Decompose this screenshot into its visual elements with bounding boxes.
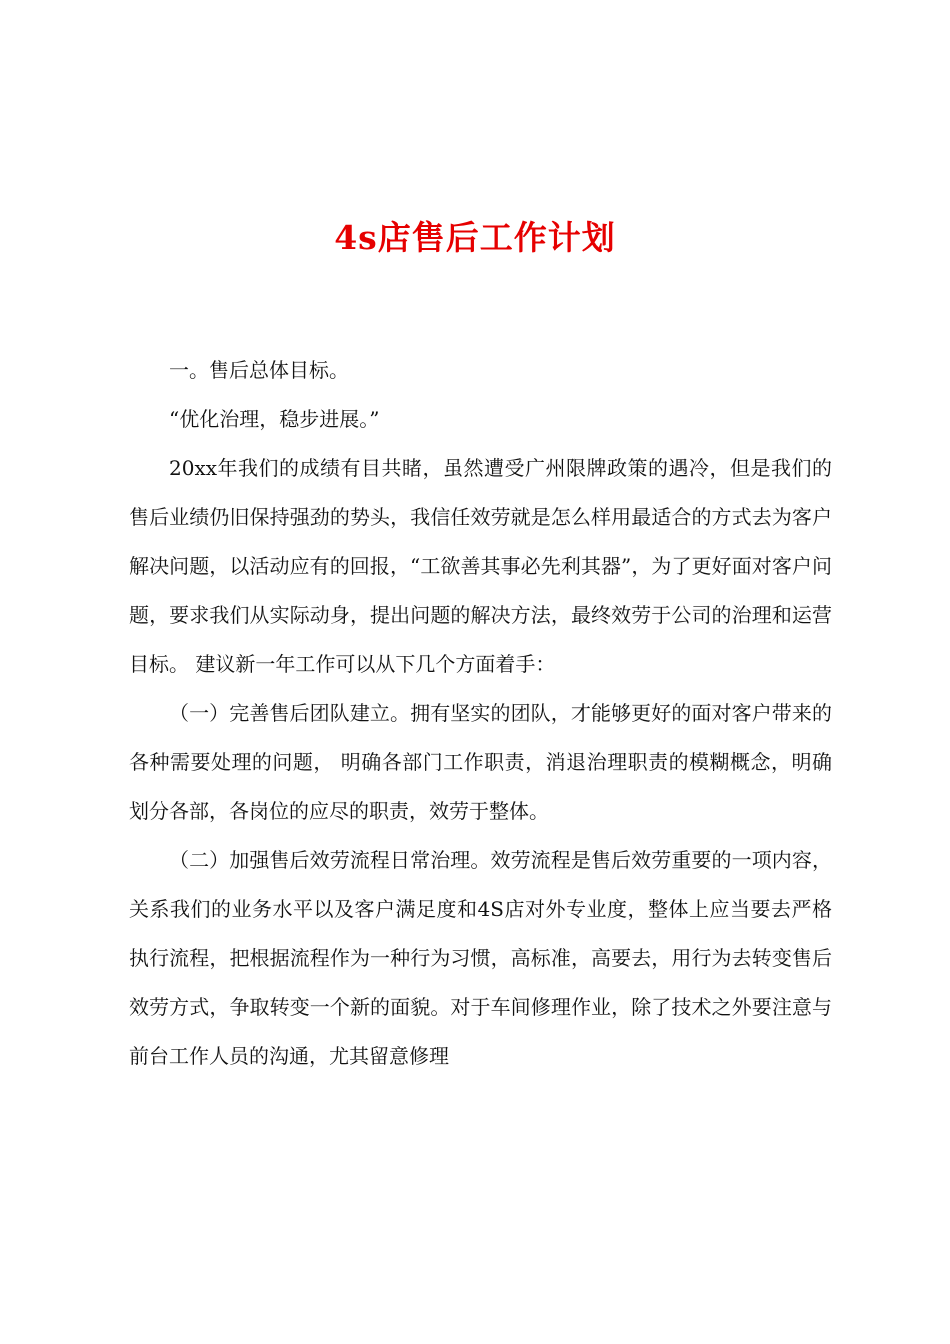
paragraph-goal-heading: 一。售后总体目标。 (169, 358, 349, 382)
document-body (129, 346, 832, 1081)
document-title: 4s店售后工作计划 (334, 218, 616, 257)
paragraph-review: 20xx年我们的成绩有目共睹，虽然遭受广州限牌政策的遇冷，但是我们的售后业绩仍旧保持强劲的势头，我信任效劳就是怎么样用最适合的方式去为客户解决问题，以活动应有的回报，“工欲善其事必先利其器”，为了更好面对客户问题，要求我们从实际动身，提出问题的解决方法，最终效劳于公司的治理和运营目标。 建议新一年工作可以从下几个方面着手： (129, 456, 832, 676)
paragraph-team-building: （一）完善售后团队建立。拥有坚实的团队，才能够更好的面对客户带来的各种需要处理的问题， 明确各部门工作职责，消退治理职责的模糊概念，明确划分各部，各岗位的应尽的职责，效劳于整体。 (129, 701, 832, 823)
paragraph-service-process: （二）加强售后效劳流程日常治理。效劳流程是售后效劳重要的一项内容，关系我们的业务水平以及客户满足度和4S店对外专业度，整体上应当要去严格执行流程，把根据流程作为一种行为习惯，高标准，高要去，用行为去转变售后效劳方式，争取转变一个新的面貌。对于车间修理作业，除了技术之外要注意与前台工作人员的沟通，尤其留意修理 (129, 848, 832, 1068)
paragraph-slogan: “优化治理，稳步进展。” (169, 407, 380, 431)
